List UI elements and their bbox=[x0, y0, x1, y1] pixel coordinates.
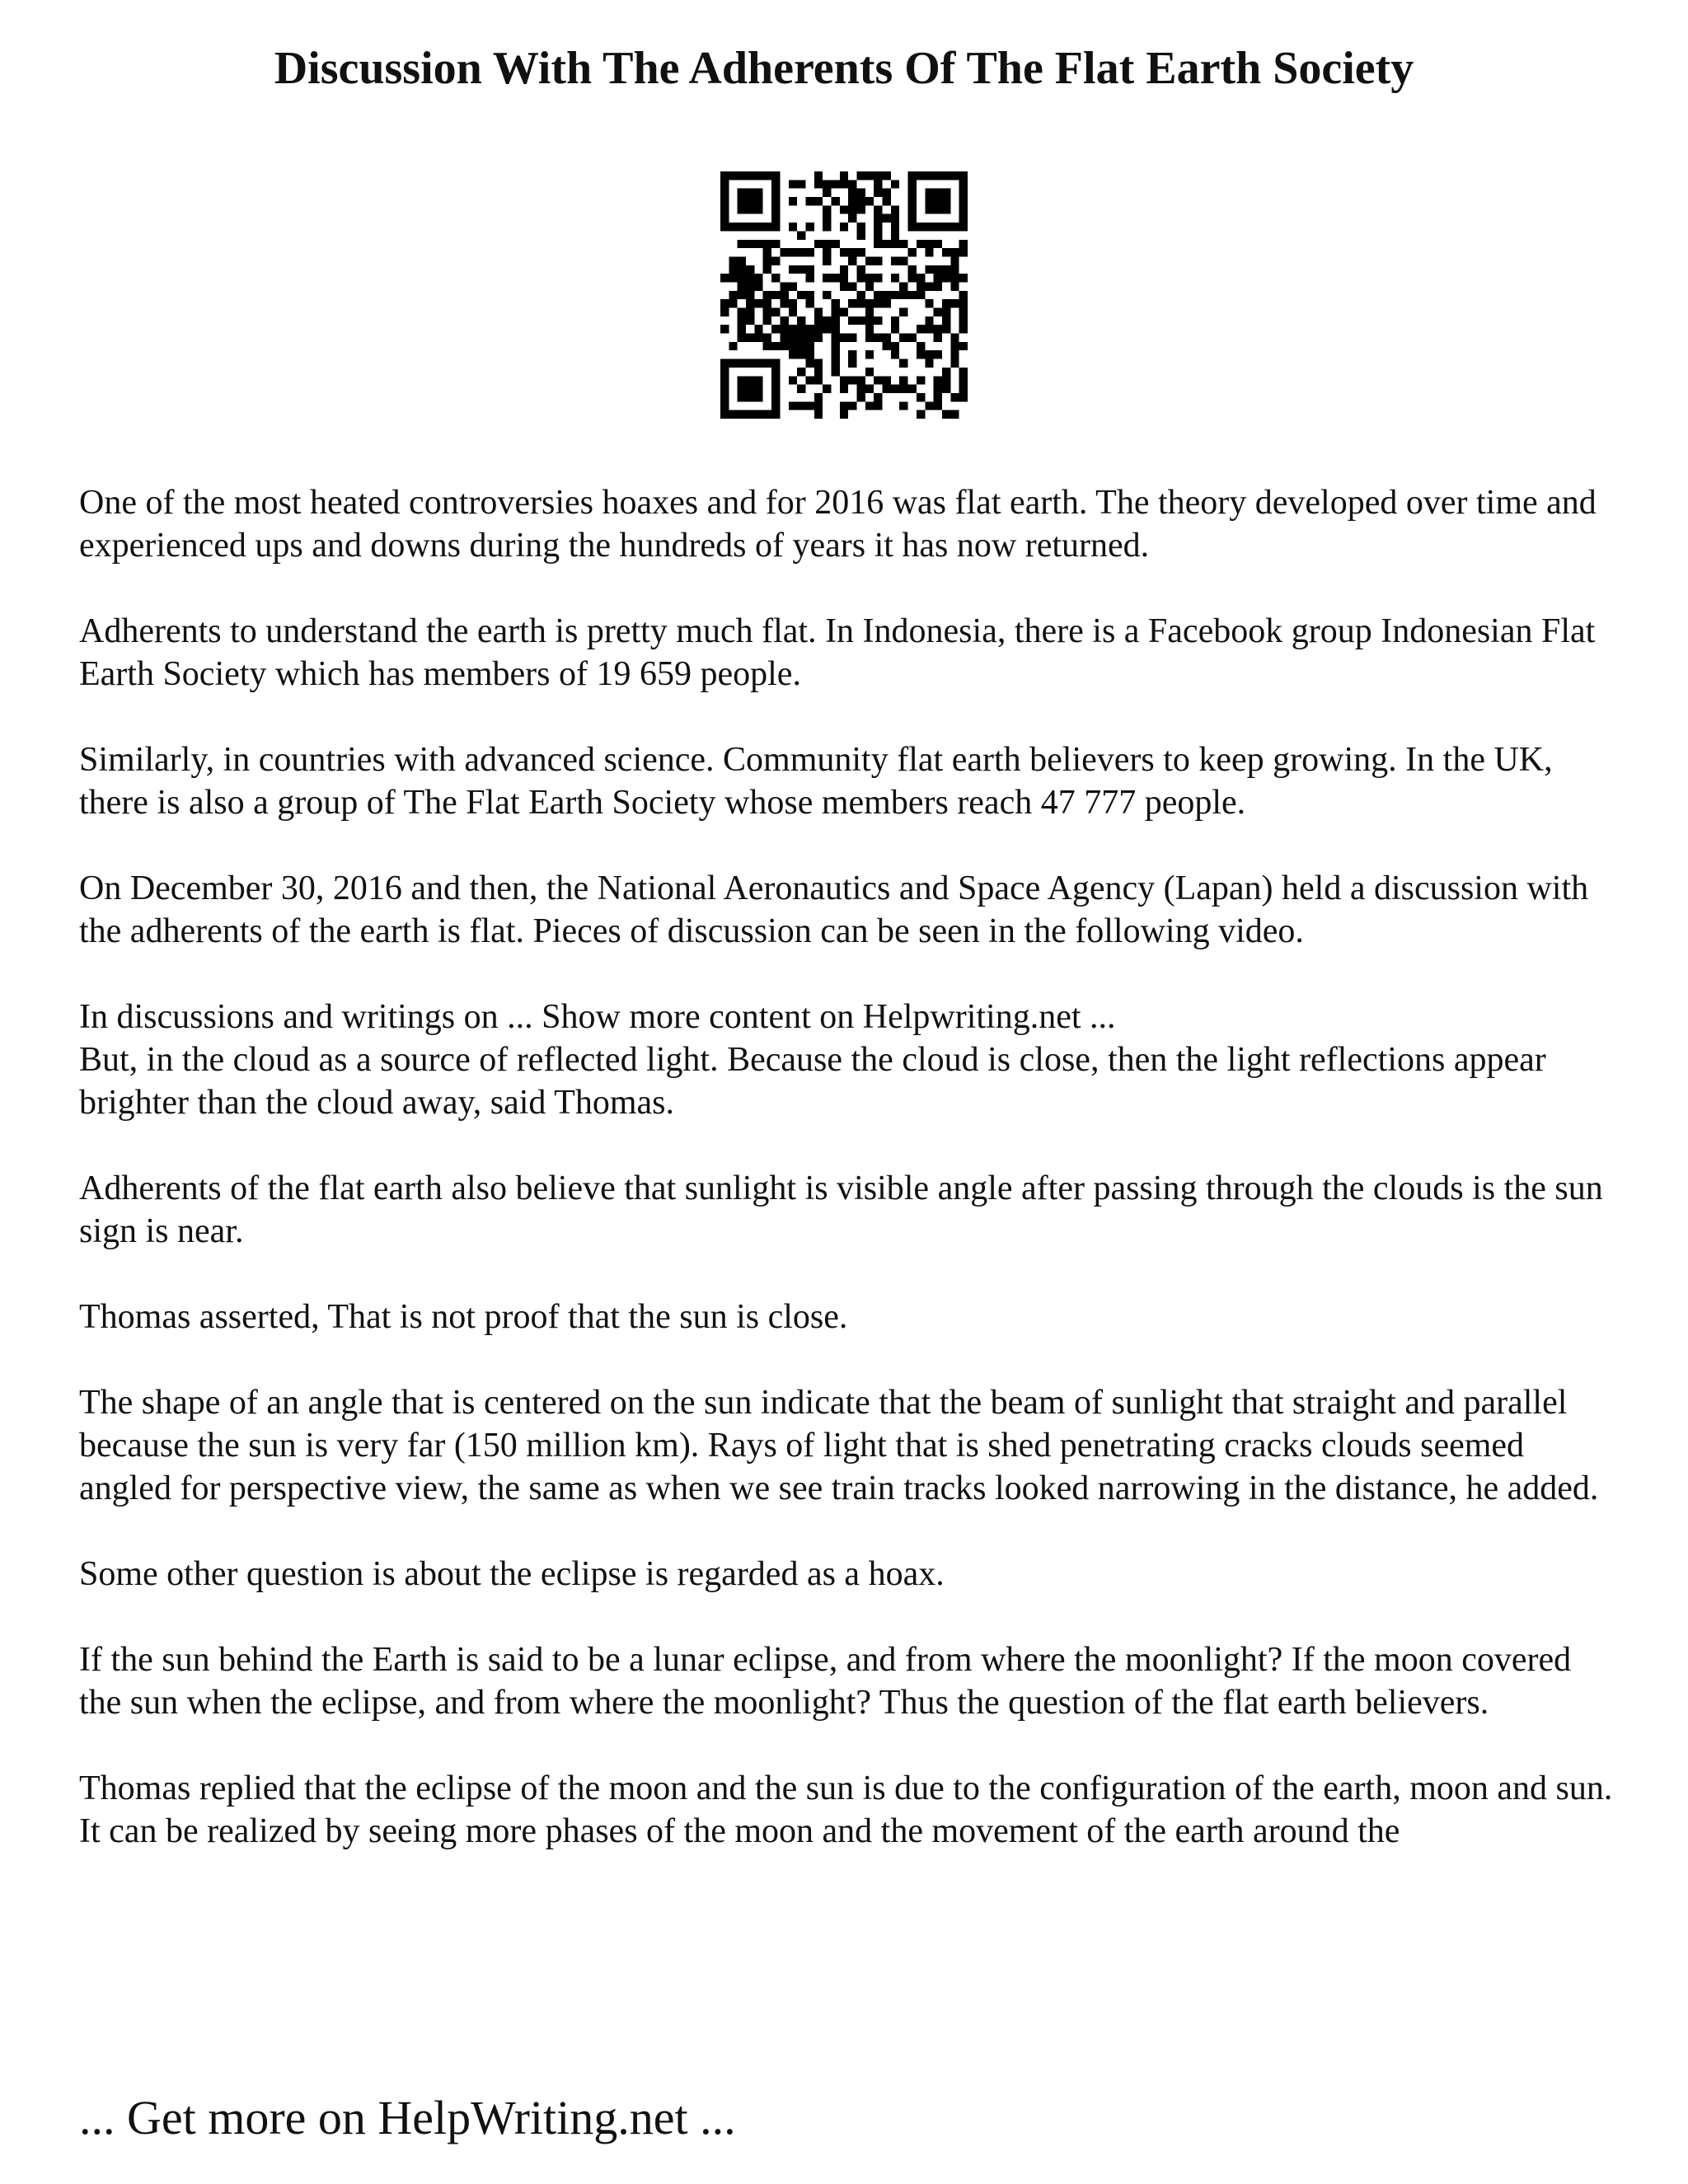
paragraph-3: Similarly, in countries with advanced science. Community flat earth believers to keep growing. In the UK, there is also a group of The Flat Earth Society whose members reach 47 777 people. bbox=[79, 741, 1553, 822]
paragraph-8: The shape of an angle that is centered on the sun indicate that the beam of sunlight that straight and parallel because the sun is very far (150 million km). Rays of light that is shed penetrating cracks clouds seemed angled for perspective view, the same as when we see train tracks looked narrowing in the distance, he added. bbox=[79, 1384, 1599, 1507]
qr-code-icon[interactable] bbox=[720, 171, 968, 419]
article-body bbox=[79, 481, 1620, 1896]
paragraph-11: Thomas replied that the eclipse of the moon and the sun is due to the configuration of the earth, moon and sun. It can be realized by seeing more phases of the moon and the movement of the earth around the bbox=[79, 1769, 1613, 1850]
paragraph-1: One of the most heated controversies hoaxes and for 2016 was flat earth. The theory developed over time and experienced ups and downs during the hundreds of years it has now returned. bbox=[79, 484, 1597, 565]
paragraph-5: But, in the cloud as a source of reflected light. Because the cloud is close, then the light reflections appear brighter than the cloud away, said Thomas. bbox=[79, 1041, 1546, 1122]
paragraph-2: Adherents to understand the earth is pretty much flat. In Indonesia, there is a Facebook group Indonesian Flat Earth Society which has members of 19 659 people. bbox=[79, 612, 1596, 693]
paragraph-6: Adherents of the flat earth also believe that sunlight is visible angle after passing through the clouds is the sun sign is near. bbox=[79, 1169, 1603, 1250]
paragraph-7: Thomas asserted, That is not proof that the sun is close. bbox=[79, 1298, 848, 1336]
get-more-link[interactable]: ... Get more on HelpWriting.net ... bbox=[79, 2091, 736, 2144]
page-title: Discussion With The Adherents Of The Flat Earth Society bbox=[274, 43, 1414, 94]
paragraph-4: On December 30, 2016 and then, the National Aeronautics and Space Agency (Lapan) held a discussion with the adherents of the earth is flat. Pieces of discussion can be seen in the following video. bbox=[79, 869, 1589, 950]
paragraph-9: Some other question is about the eclipse is regarded as a hoax. bbox=[79, 1555, 945, 1593]
show-more-line: In discussions and writings on ... Show more content on Helpwriting.net ... bbox=[79, 998, 1116, 1036]
paragraph-10: If the sun behind the Earth is said to be a lunar eclipse, and from where the moonlight? If the moon covered the sun when the eclipse, and from where the moonlight? Thus the question of the flat earth believers. bbox=[79, 1641, 1572, 1722]
